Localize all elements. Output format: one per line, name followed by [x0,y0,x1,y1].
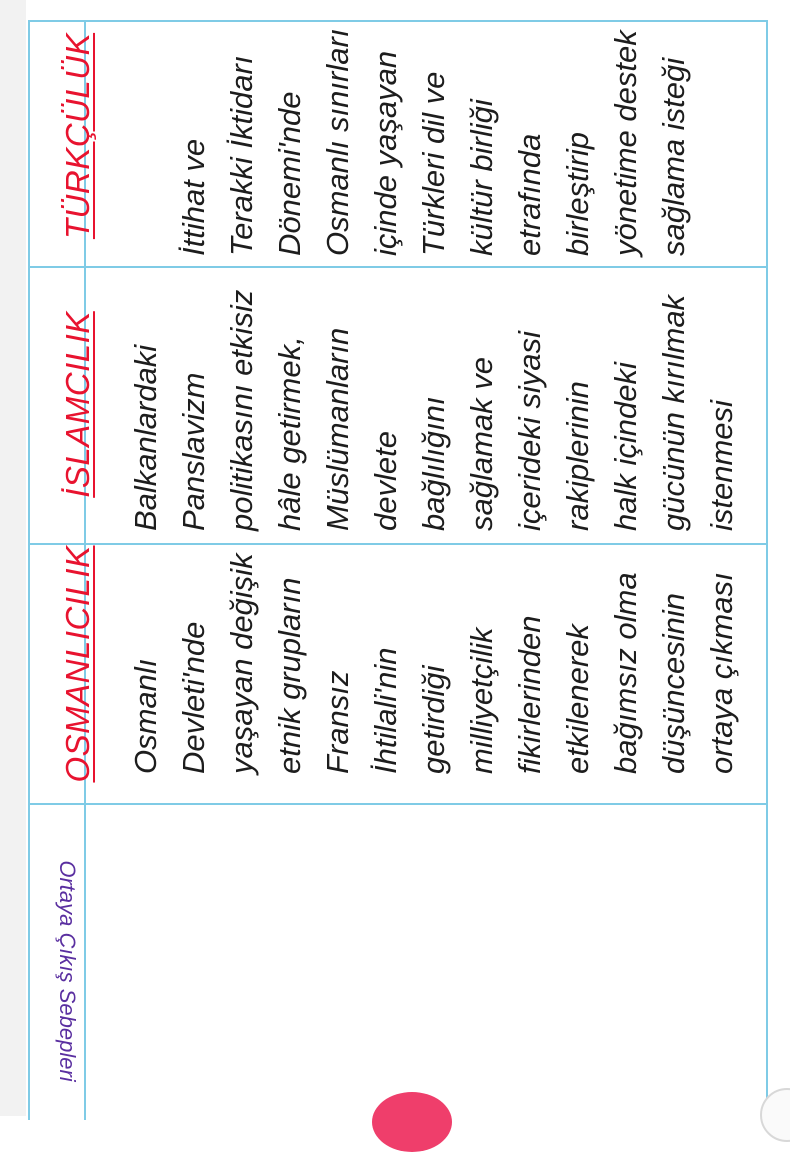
text-line: İhtilali'nin [368,647,403,774]
text-line: bağlılığını [416,396,451,531]
text-line: hâle getirmek, [272,336,307,531]
text-line: Türkleri dil ve [416,71,451,256]
text-line: sağlamak ve [464,356,499,531]
text-line: etkilenerek [560,624,595,774]
rotated-table [30,0,780,1116]
column-text [170,6,698,266]
text-line: birleştirip [560,131,595,256]
text-line: istenmesi [704,400,739,531]
text-line: etnik grupların [272,577,307,774]
text-line: ortaya çıkması [704,572,739,774]
text-line: içerideki siyasi [512,331,547,531]
text-line: Devleti'nde [176,621,211,774]
text-line: Dönemi'nde [272,91,307,256]
row-label: Ortaya Çıkış Sebepleri [55,860,80,1082]
text-line: getirdiği [416,665,451,774]
text-line: politikasını etkisiz [224,289,259,531]
text-line: yönetime destek [608,30,643,256]
row-label-cell [54,846,80,1096]
text-line: düşüncesinin [656,593,691,774]
column-turkculuk [30,6,780,266]
text-line: içinde yaşayan [368,50,403,256]
column-header [50,0,106,3]
outer-margin [0,0,26,1116]
text-line: Osmanlı [128,658,163,774]
text-line: Fransız [320,670,355,774]
text-line: etrafında [512,133,547,256]
text-line: Osmanlı sınırları [320,28,355,256]
column-text [118,0,790,3]
column-header: TÜRKÇÜLÜK [59,32,96,240]
text-line: halk içindeki [608,362,643,531]
text-line: gücünün kırılmak [656,294,691,531]
text-line: Balkanlardaki [128,344,163,531]
column-header: İSLAMCILIK [59,311,96,498]
column-islamcilik [30,266,780,543]
text-line: Terakki İktidarı [224,55,259,256]
text-line: devlete [368,431,403,531]
column-osmanlicilik [30,526,780,802]
text-line: milliyetçilik [464,627,499,774]
text-line: sağlama isteği [656,57,691,256]
column-baticilik [30,0,780,3]
text-line: kültür birliği [464,99,499,256]
text-line: İttihat ve [176,138,211,256]
page-marker-dot [372,1092,452,1152]
text-line: fikirlerinden [512,615,547,774]
text-line: yaşayan değişik [224,553,259,774]
text-line: Müslümanların [320,327,355,531]
text-line: rakiplerinin [560,381,595,531]
column-header: OSMANLICILIK [59,545,96,783]
column-text [122,266,746,543]
text-line: bağımsız olma [608,572,643,774]
column-text [122,526,746,802]
text-line: Panslavizm [176,372,211,531]
